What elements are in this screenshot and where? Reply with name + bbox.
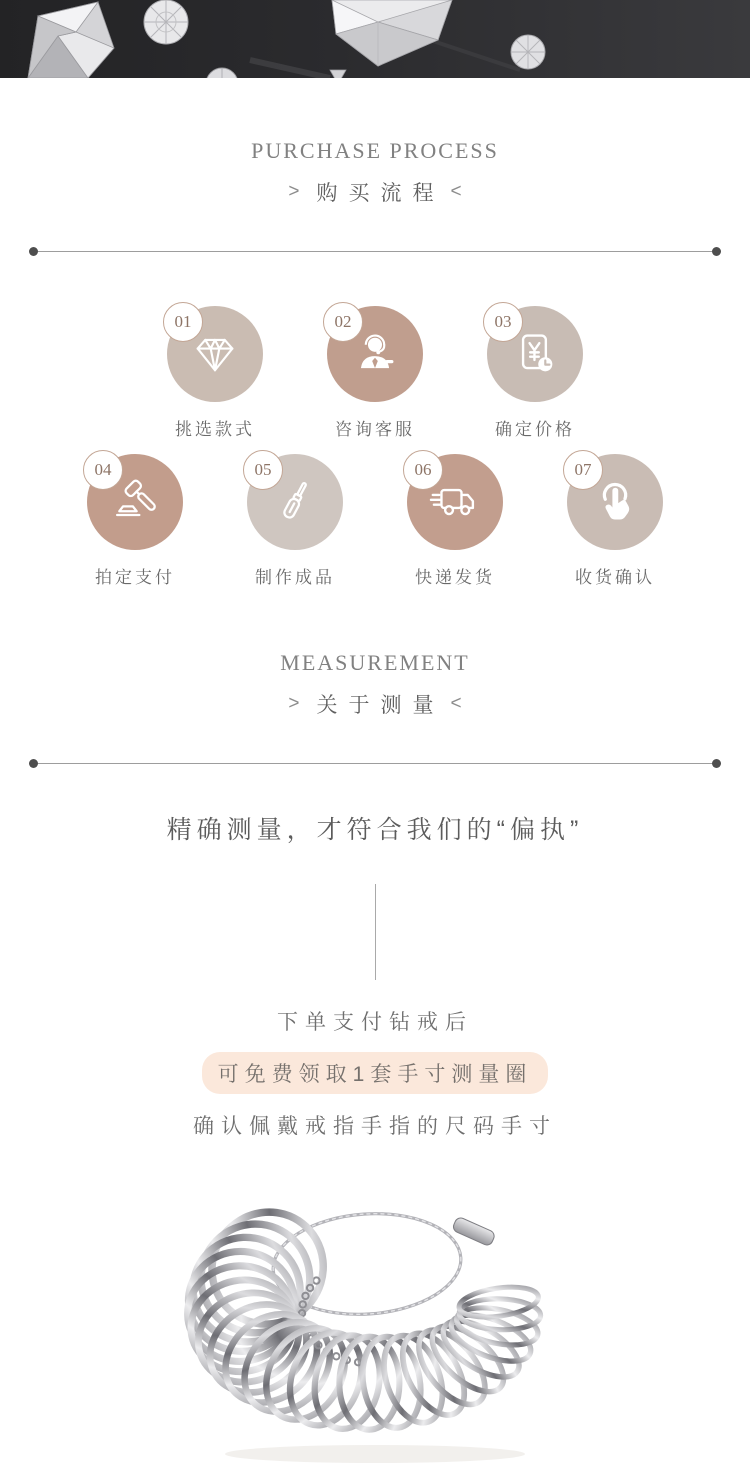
divider-dot-right [712,247,721,256]
step-consult-service [295,306,455,440]
cable-clasp [452,1216,496,1247]
ring-fan [179,1190,541,1436]
vertical-divider-line [375,884,376,980]
step-label: 收货确认 [575,568,655,587]
step-label: 制作成品 [255,568,335,587]
step-circle [247,454,343,550]
chevron-right-icon: > [288,181,300,202]
chevron-left-icon: < [450,181,462,202]
step-ship [375,454,535,588]
step-label: 确定价格 [495,420,575,439]
hero-diamonds-photo [0,0,750,78]
steps-row-2 [0,454,750,588]
step-craft [215,454,375,588]
step-circle [567,454,663,550]
step-confirm-price [455,306,615,440]
step-number-badge: 05 [243,450,283,490]
step-circle [87,454,183,550]
step-label: 快递发货 [415,568,495,587]
divider-dot-left [29,759,38,768]
step-number-badge: 01 [163,302,203,342]
step-number-badge: 07 [563,450,603,490]
divider-measurement [29,759,721,768]
gem-round-small [144,0,188,44]
measurement-line-3: 确认佩戴戒指手指的尺码手寸 [193,1115,557,1138]
measurement-line-2-highlight: 可免费领取1套手寸测量圈 [202,1052,549,1094]
purchase-title-en: PURCHASE PROCESS [251,138,499,163]
divider-dot-right [712,759,721,768]
divider-line [38,763,712,765]
measurement-section-title [0,650,750,719]
step-label: 挑选款式 [175,420,255,439]
chevron-right-icon: > [288,693,300,714]
step-label: 咨询客服 [335,420,415,439]
chevron-left-icon: < [450,693,462,714]
step-circle [407,454,503,550]
measurement-title-en: MEASUREMENT [280,650,470,675]
measurement-line-1: 下单支付钻戒后 [277,1011,473,1034]
divider-top [29,247,721,256]
step-label: 拍定支付 [95,568,175,587]
step-number-badge: 03 [483,302,523,342]
step-pay [55,454,215,588]
step-circle [167,306,263,402]
step-choose-style [135,306,295,440]
ring-sizer-photo [0,1172,750,1477]
ring-sizer-image [165,1172,585,1472]
gem-right [511,35,545,69]
step-number-badge: 04 [83,450,123,490]
step-number-badge: 02 [323,302,363,342]
step-circle [487,306,583,402]
steps-row-1 [0,306,750,440]
divider-dot-left [29,247,38,256]
measurement-headline: 精确测量，才符合我们的“偏执” [166,816,584,844]
step-number-badge: 06 [403,450,443,490]
divider-line [38,251,712,253]
step-circle [327,306,423,402]
purchase-title-zh: 购买流程 [316,182,445,205]
purchase-section-title [0,138,750,207]
measurement-title-zh: 关于测量 [316,694,445,717]
step-receive-confirm [535,454,695,588]
